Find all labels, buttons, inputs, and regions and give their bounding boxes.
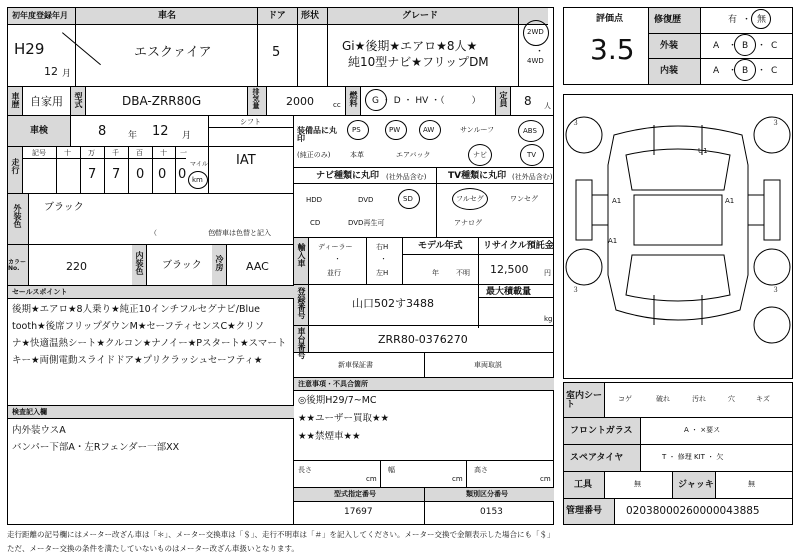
drive-2wd: 2WD bbox=[527, 28, 544, 36]
nav-type-note: (社外品含む) bbox=[386, 173, 427, 181]
windshield-label: フロントガラス bbox=[570, 426, 633, 436]
tv-fullseg: フルセグ bbox=[456, 195, 484, 203]
notes-label: 注意事項・不具合箇所 bbox=[298, 380, 368, 388]
drive-dot: ・ bbox=[535, 47, 545, 57]
mile-digit-2: 7 bbox=[112, 167, 121, 182]
vin-value: ZRR80-0376270 bbox=[378, 333, 468, 346]
import-dot: ・ bbox=[334, 255, 341, 263]
class-no-value: 0153 bbox=[480, 507, 503, 517]
diagram-count-fl: ３ bbox=[572, 119, 579, 127]
recycle-value: 12,500 bbox=[490, 263, 529, 276]
inspector-line2: バンパー下部A・左Rフェンダー一部XX bbox=[12, 442, 180, 453]
import-dealer: ディーラー bbox=[318, 243, 353, 251]
interior-color-value: ブラック bbox=[162, 260, 202, 271]
repair-opt-no: 無 bbox=[757, 15, 767, 25]
tv-type-title: TV種類に丸印 bbox=[448, 171, 507, 181]
int-opt-b: B bbox=[742, 66, 749, 76]
spare-tire-label: スペアタイヤ bbox=[570, 453, 624, 463]
mile-head-symbol: 記号 bbox=[32, 149, 46, 157]
mile-head-6: 一 bbox=[180, 149, 187, 157]
sales-point-line3: ナ★快適温熱シート★クルコン★ナノイー★Pスタート★スマート bbox=[12, 338, 287, 349]
inspection-month: 12 bbox=[152, 124, 169, 139]
use-label: 車歴 bbox=[11, 92, 20, 108]
spare-tire-value: T ・ 修理 KIT ・ 欠 bbox=[662, 453, 724, 461]
jack-value: 無 bbox=[748, 480, 755, 488]
sheet-opt-hole: 穴 bbox=[728, 395, 735, 403]
ext-opt-a: A bbox=[713, 41, 720, 51]
grade-line2: 純10型ナビ★フリップDM bbox=[348, 55, 489, 69]
car-damage-diagram bbox=[564, 95, 792, 378]
repair-label: 修復歴 bbox=[654, 15, 682, 25]
grade-label: グレード bbox=[402, 11, 439, 21]
equipment-label: 装備品に丸印 bbox=[297, 126, 337, 143]
wheel-circle-rl bbox=[566, 249, 602, 285]
dim-length-label: 長さ bbox=[298, 466, 312, 474]
int-opt-dot1: ・ bbox=[728, 66, 738, 76]
exterior-color-label: 外装色 bbox=[13, 204, 22, 228]
mile-head-5: 十 bbox=[160, 149, 167, 157]
sales-point-line1: 後期★エアロ★8人乗り★純正10インチフルセグナビ/Blue bbox=[12, 304, 261, 315]
equip-airbag: エアバック bbox=[396, 151, 431, 159]
registration-label: 登録番号 bbox=[297, 287, 306, 319]
ext-opt-c: C bbox=[771, 41, 778, 51]
tools-value: 無 bbox=[634, 480, 641, 488]
sheet-opt-burn: コゲ bbox=[618, 395, 632, 403]
import-parallel: 並行 bbox=[327, 269, 341, 277]
max-load-unit: kg bbox=[544, 315, 553, 323]
ext-opt-dot1: ・ bbox=[728, 41, 738, 51]
exterior-grade-label: 外装 bbox=[660, 41, 679, 51]
ac-label: 冷房 bbox=[215, 255, 224, 271]
car-name-value: エスクァイア bbox=[134, 45, 212, 60]
wheel-circle-rr bbox=[754, 249, 790, 285]
int-opt-dot2: ・ bbox=[757, 66, 767, 76]
registration-value: 山口502す3488 bbox=[352, 297, 434, 310]
exterior-color-note: 色替車は色替と記入 bbox=[208, 229, 271, 237]
nav-dvd-play: DVD再生可 bbox=[348, 219, 385, 227]
use-value: 自家用 bbox=[30, 95, 63, 108]
car-name-label: 車名 bbox=[158, 11, 177, 21]
ac-value: AAC bbox=[246, 260, 269, 273]
dim-width-label: 幅 bbox=[388, 466, 395, 474]
mile-head-2: 万 bbox=[88, 149, 95, 157]
notes-line3: ★★禁煙車★★ bbox=[298, 431, 361, 442]
jack-label: ジャッキ bbox=[678, 480, 714, 490]
mgmt-no-value: 02038000260000043885 bbox=[626, 505, 760, 517]
displacement-label: 排気量 bbox=[252, 88, 260, 109]
nav-sd: SD bbox=[403, 195, 413, 203]
tv-analog: アナログ bbox=[454, 219, 482, 227]
capacity-value: 8 bbox=[524, 94, 532, 108]
vin-label: 車台番号 bbox=[297, 327, 306, 359]
mile-digit-5: 0 bbox=[178, 167, 187, 182]
mile-unit-km: km bbox=[192, 176, 203, 184]
max-load-label: 最大積載量 bbox=[486, 287, 532, 297]
repair-opt-dot: ・ bbox=[742, 15, 752, 25]
nav-cd: CD bbox=[310, 219, 321, 227]
tv-oneseg: ワンセグ bbox=[510, 195, 538, 203]
import-dot2: ・ bbox=[380, 255, 387, 263]
sales-point-line2: tooth★後席フリップダウンM★セーフティセンスC★クリソ bbox=[12, 321, 265, 332]
equipment-sublabel: (純正のみ) bbox=[297, 151, 331, 159]
eval-label: 評価点 bbox=[596, 14, 624, 24]
mgmt-no-label: 管理番号 bbox=[566, 506, 603, 516]
import-rh: 右H bbox=[376, 243, 389, 251]
eval-score: 3.5 bbox=[590, 33, 635, 66]
capacity-unit: 人 bbox=[544, 102, 551, 110]
first-reg-month: 12 bbox=[44, 65, 58, 78]
footer-note-line1: 走行距離の記号欄にはメーター改ざん車は「＊」、メーター交換車は「＄」、走行不明車は「＃」を記入してください。メーター交換で金額表示した場合にも「＄」 bbox=[7, 530, 555, 539]
inspector-line1: 内外装ウスA bbox=[12, 425, 66, 436]
mile-unit-mile: マイル bbox=[190, 161, 208, 168]
model-year-unknown: 不明 bbox=[456, 269, 470, 277]
dim-length-unit: cm bbox=[366, 475, 377, 483]
sales-points-label: セールスポイント bbox=[12, 288, 68, 296]
type-no-label: 型式指定番号 bbox=[334, 490, 376, 498]
shift-label: シフト bbox=[240, 118, 261, 126]
nav-hdd: HDD bbox=[306, 196, 323, 204]
nav-type-title: ナビ種類に丸印 bbox=[316, 171, 380, 181]
manual-label: 車両取説 bbox=[474, 361, 502, 369]
first-reg-month-unit: 月 bbox=[62, 69, 72, 79]
inspection-year-unit: 年 bbox=[128, 131, 138, 141]
equip-tv: TV bbox=[527, 151, 537, 159]
mile-digit-3: 0 bbox=[136, 167, 145, 182]
equip-aw: AW bbox=[423, 126, 435, 134]
sales-point-line4: キー★両側電動スライドドア★プリクラッシュセーフティ★ bbox=[12, 355, 263, 366]
mile-digit-1: 7 bbox=[88, 167, 97, 182]
dim-width-unit: cm bbox=[452, 475, 463, 483]
import-label: 輸入車 bbox=[297, 243, 306, 267]
import-lh: 左H bbox=[376, 269, 389, 277]
sheet-opt-dirt: 汚れ bbox=[692, 395, 706, 403]
sheet-opt-tear: 破れ bbox=[656, 395, 670, 403]
grade-line1: Gi★後期★エアロ★8人★ bbox=[342, 39, 478, 53]
capacity-label: 定員 bbox=[499, 91, 508, 107]
windshield-value: A ・ ×要ス bbox=[684, 426, 721, 434]
int-opt-c: C bbox=[771, 66, 778, 76]
mile-digit-4: 0 bbox=[158, 167, 167, 182]
equip-navi: ナビ bbox=[473, 151, 487, 159]
type-no-value: 17697 bbox=[344, 507, 373, 517]
interior-grade-label: 内装 bbox=[660, 66, 679, 76]
fuel-label: 燃料 bbox=[349, 91, 358, 107]
ext-opt-dot2: ・ bbox=[757, 41, 767, 51]
class-no-label: 類別区分番号 bbox=[466, 490, 508, 498]
sheet-opt-scratch: キズ bbox=[756, 395, 770, 403]
mileage-label: 走行 bbox=[11, 158, 20, 174]
ext-opt-b: B bbox=[742, 41, 749, 51]
shift-value: IAT bbox=[236, 153, 256, 168]
fuel-options: G ・ D ・ HV ・（ ） bbox=[372, 96, 481, 106]
warranty-label: 新車保証書 bbox=[338, 361, 373, 369]
interior-color-label: 内装色 bbox=[135, 251, 144, 275]
footer-note-line2: ただ、メーター交換の条件を満たしていないものはメーター改ざん車扱いとなります。 bbox=[7, 544, 299, 553]
recycle-unit: 円 bbox=[544, 269, 551, 277]
doors-label: ドア bbox=[268, 11, 286, 21]
exterior-color-value: ブラック bbox=[44, 202, 84, 213]
equip-leather: 本革 bbox=[350, 151, 364, 159]
model-year-unit: 年 bbox=[432, 269, 439, 277]
displacement-value: 2000 bbox=[286, 95, 314, 108]
shape-label: 形状 bbox=[301, 11, 320, 21]
equip-pw: PW bbox=[389, 126, 401, 134]
inspection-label: 車検 bbox=[30, 126, 49, 136]
equip-ps: PS bbox=[352, 126, 361, 134]
tools-label: 工具 bbox=[574, 480, 593, 490]
doors-value: 5 bbox=[272, 45, 281, 60]
model-value: DBA-ZRR80G bbox=[122, 94, 202, 108]
diagram-count-rl: ３ bbox=[572, 286, 579, 294]
repair-opt-yes: 有 bbox=[728, 15, 738, 25]
inspector-label: 検査記入欄 bbox=[12, 408, 47, 416]
mile-head-1: 十 bbox=[64, 149, 71, 157]
nav-dvd: DVD bbox=[358, 196, 374, 204]
first-reg-year: H29 bbox=[14, 40, 45, 58]
tv-type-note: (社外品含む) bbox=[512, 173, 553, 181]
color-no-label: カラーNo. bbox=[8, 259, 27, 272]
diagram-count-rr: ３ bbox=[772, 286, 779, 294]
mile-head-4: 百 bbox=[136, 149, 143, 157]
recycle-label: リサイクル預託金 bbox=[483, 241, 554, 251]
car-outline bbox=[608, 126, 748, 320]
model-year-label: モデル年式 bbox=[418, 241, 463, 251]
mile-head-3: 千 bbox=[112, 149, 119, 157]
displacement-unit: cc bbox=[333, 101, 341, 109]
diagram-mark-a1-left: A1 bbox=[612, 197, 622, 205]
equip-abs: ABS bbox=[523, 127, 537, 135]
equip-sunroof: サンルーフ bbox=[460, 126, 495, 134]
drive-4wd: 4WD bbox=[527, 57, 544, 65]
model-label: 型式 bbox=[74, 92, 83, 108]
diagram-count-fr: ３ bbox=[772, 119, 779, 127]
diagram-mark-u1: U1 bbox=[698, 147, 708, 155]
dim-height-label: 高さ bbox=[474, 466, 488, 474]
notes-line2: ★★ユーザー買取★★ bbox=[298, 413, 390, 424]
color-no-value: 220 bbox=[66, 260, 87, 273]
inspection-year: 8 bbox=[98, 124, 107, 139]
interior-sheet-label: 室内シート bbox=[566, 391, 603, 410]
diagram-mark-a1-rear: A1 bbox=[608, 237, 618, 245]
int-opt-a: A bbox=[713, 66, 720, 76]
notes-line1: ◎後期H29/7~MC bbox=[298, 395, 377, 406]
inspection-month-unit: 月 bbox=[182, 131, 192, 141]
dim-height-unit: cm bbox=[540, 475, 551, 483]
diagram-mark-a1-right: A1 bbox=[725, 197, 735, 205]
spare-circle bbox=[754, 307, 790, 343]
first-reg-label: 初年度登録年月 bbox=[12, 11, 68, 20]
exterior-color-paren: （ ） bbox=[150, 229, 220, 237]
